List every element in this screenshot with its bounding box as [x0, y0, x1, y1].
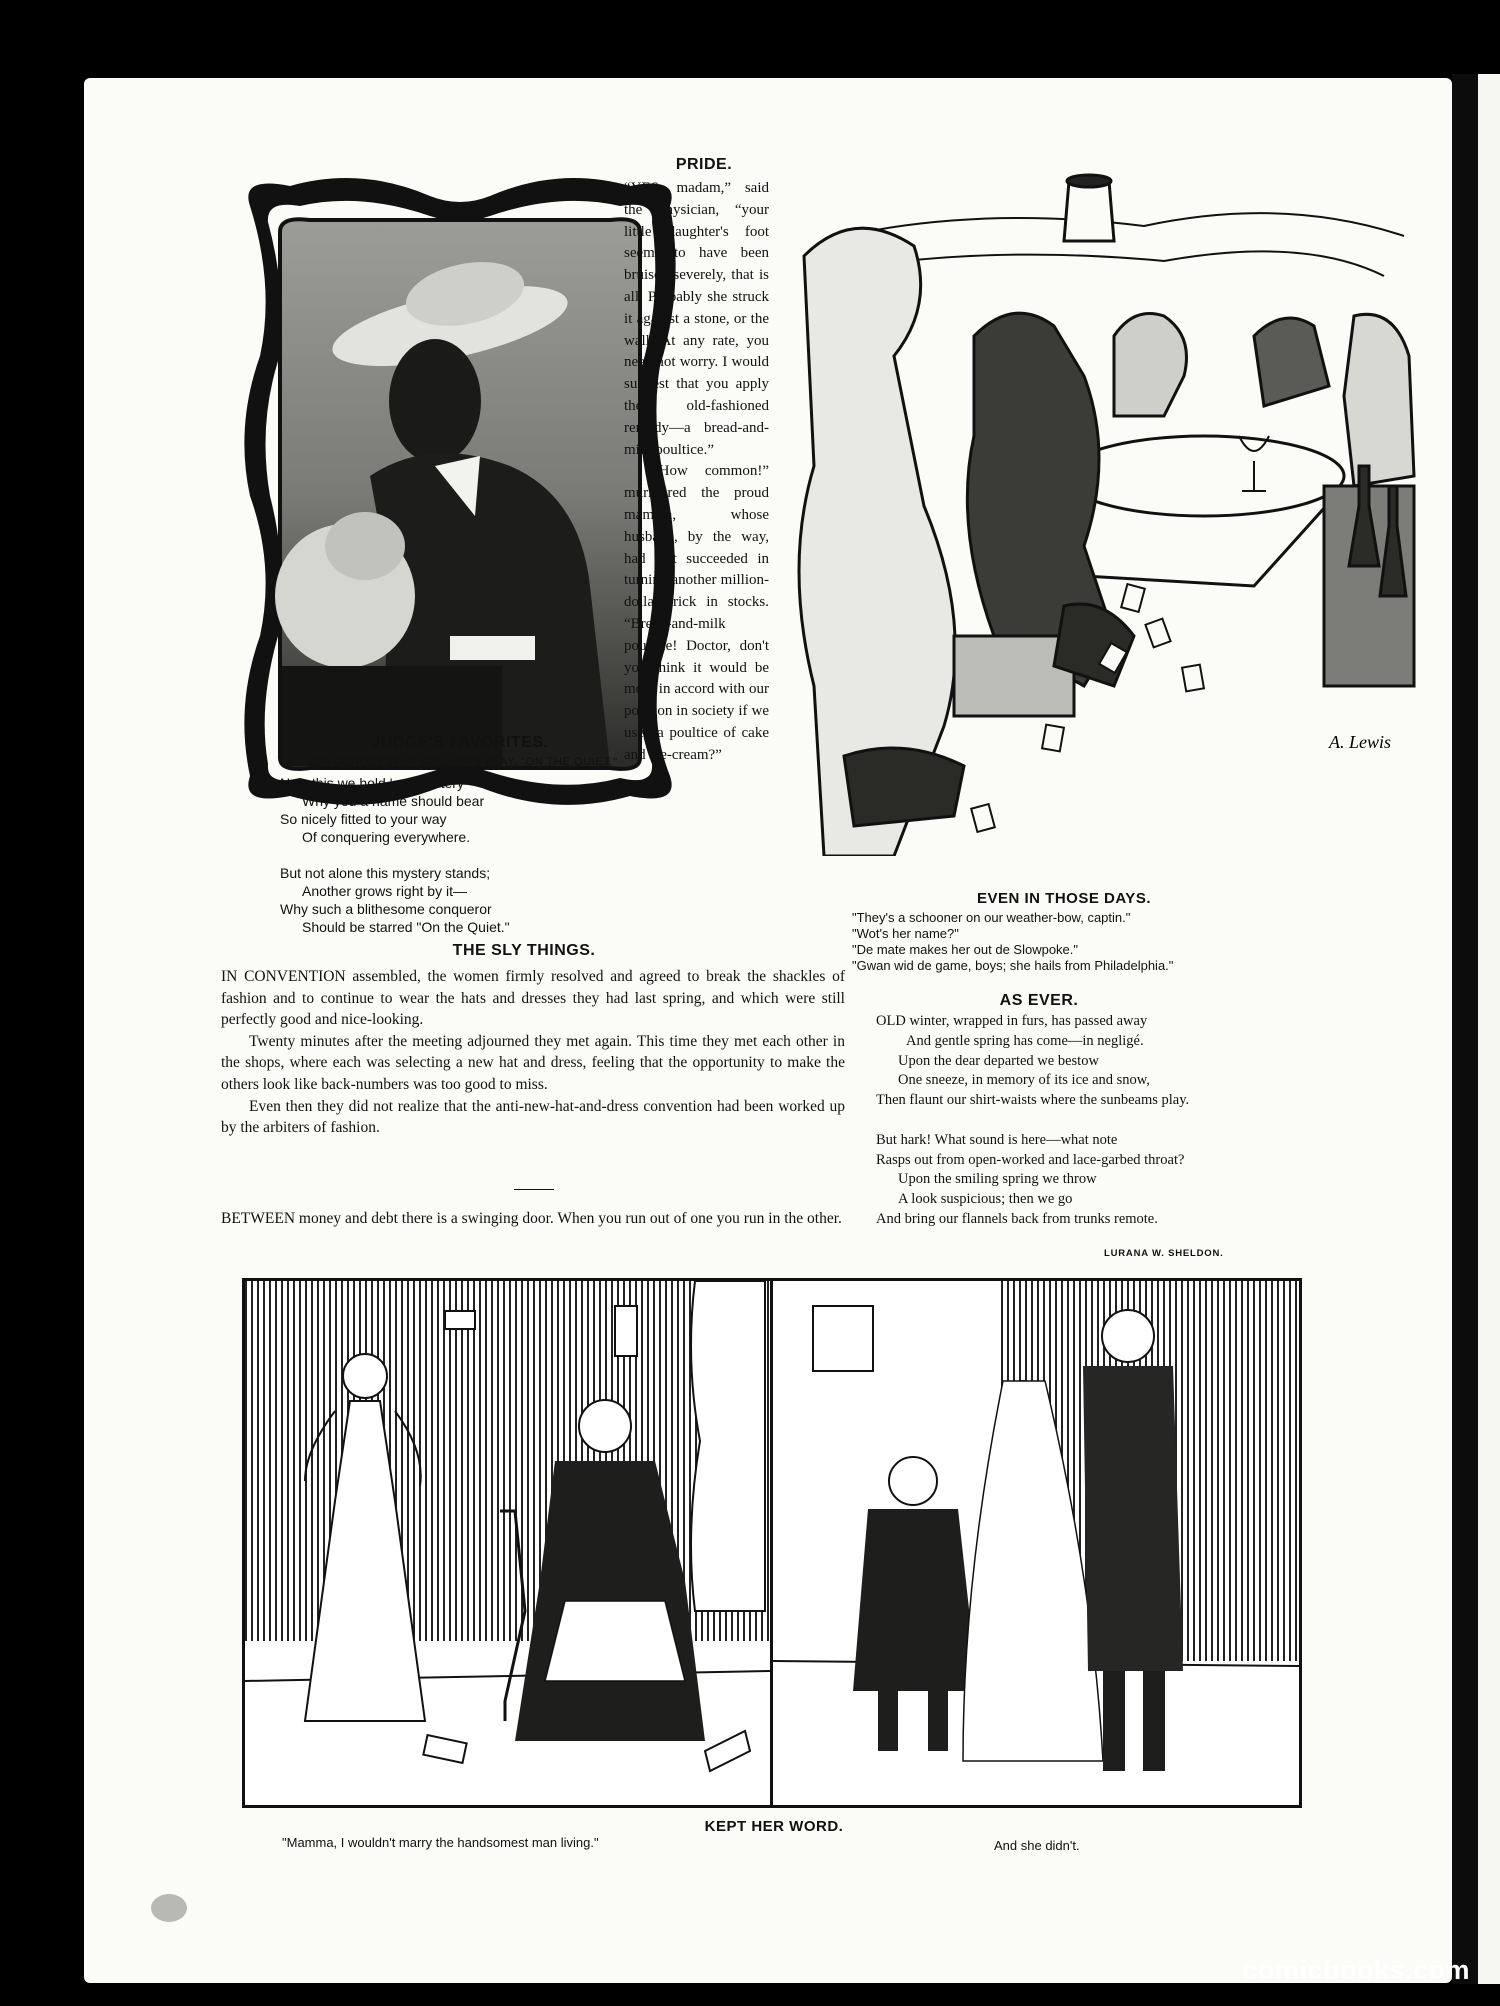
artist-signature: A. Lewis	[1329, 732, 1392, 752]
dialogue-line: "Gwan wid de game, boys; she hails from Philadelphia."	[852, 958, 1174, 973]
as-ever-author: LURANA W. SHELDON.	[1104, 1248, 1224, 1259]
section-divider	[514, 1189, 554, 1190]
card-game-illustration	[784, 166, 1424, 856]
sly-paragraph-3: Even then they did not realize that the anti-new-hat-and-dress convention had been worked up by the arbiters of fashion.	[221, 1097, 845, 1137]
between-paragraph: BETWEEN money and debt there is a swinging door. When you run out of one you run in the other.	[221, 1210, 842, 1227]
dialogue-line: "Wot's her name?"	[852, 926, 959, 941]
those-days-dialogue	[852, 910, 1173, 974]
dialogue-line: "De mate makes her out de Slowpoke."	[852, 942, 1079, 957]
panel-right-drawing	[773, 1281, 1299, 1805]
sly-article	[221, 966, 845, 1139]
magazine-page	[84, 78, 1452, 1983]
comic-panel-left	[242, 1278, 774, 1808]
next-page-edge	[1478, 74, 1500, 1984]
portrait-photo-frame	[230, 166, 690, 816]
kept-caption-right: And she didn't.	[994, 1838, 1080, 1853]
favorites-heading: JUDGE'S FAVORITES.	[371, 734, 549, 751]
kept-caption-left: "Mamma, I wouldn't marry the handsomest man living."	[282, 1835, 599, 1850]
pride-paragraph-1: “YES, madam,” said the physician, “your little daughter's foot seems to have been bruised severely, that is all. Probably she struck it against a stone, or the wall. At any rate, you need not worry. I would suggest that you apply the old-fashioned remedy—a bread-and-milk poultice.”	[624, 180, 769, 458]
panel-left-drawing	[245, 1281, 771, 1805]
dialogue-line: "They's a schooner on our weather-bow, captin."	[852, 910, 1131, 925]
pride-paragraph-2: “How common!” murmured the proud mamma, whose husband, by the way, had just succeeded in turning another million-dollar trick in stocks. “Bread-and-milk poultice! Doctor, don't you think it would be more in accord with our position in society if we used a poultice of cake and ice-cream?”	[624, 463, 769, 763]
pride-article	[624, 178, 769, 767]
sly-paragraph-2: Twenty minutes after the meeting adjourned they met again. This time they met each other in the shops, where each was selecting a new hat and dress, feeling that the opportunity to make the others look like back-numbers was too good to miss.	[221, 1032, 845, 1093]
kept-heading: KEPT HER WORD.	[704, 1818, 844, 1835]
favorites-caption: IDA CONQUEST IN COLLIER'S PLAY, "ON THE QUIET."	[310, 756, 618, 768]
favorites-verse: Now this we hold 's a mystery Why you a name should bear So nicely fitted to your way Of conquering everywhere. But not alone this mystery stands; Another grows right by it— Why such a blithesome conqueror Should be starred "On the Quiet."	[280, 775, 510, 935]
as-ever-heading: AS EVER.	[999, 992, 1079, 1009]
sly-paragraph-1: IN CONVENTION assembled, the women firmly resolved and agreed to break the shackles of fashion and to continue to wear the hats and dresses they had last spring, and which were still perfectly good and nice-looking.	[221, 968, 845, 1029]
site-watermark: comicbooks.com	[1242, 1955, 1470, 1985]
page-gutter	[1452, 74, 1478, 1984]
sly-heading: THE SLY THINGS.	[452, 942, 596, 959]
ink-smudge	[144, 1888, 194, 1928]
as-ever-poem: OLD winter, wrapped in furs, has passed away And gentle spring has come—in negligé. Upon the dear departed we bestow One sneeze, in memory of its ice and snow, Then flaunt our shirt-waists where the sunbeams play. But hark! What sound is here—what note Rasps out from open-worked and lace-garbed throat? Upon the smiling spring we throw A look suspicious; then we go And bring our flannels back from trunks remote.	[876, 1013, 1190, 1227]
pride-heading: PRIDE.	[675, 156, 733, 173]
those-days-heading: EVEN IN THOSE DAYS.	[977, 890, 1151, 907]
comic-panel-right	[770, 1278, 1302, 1808]
